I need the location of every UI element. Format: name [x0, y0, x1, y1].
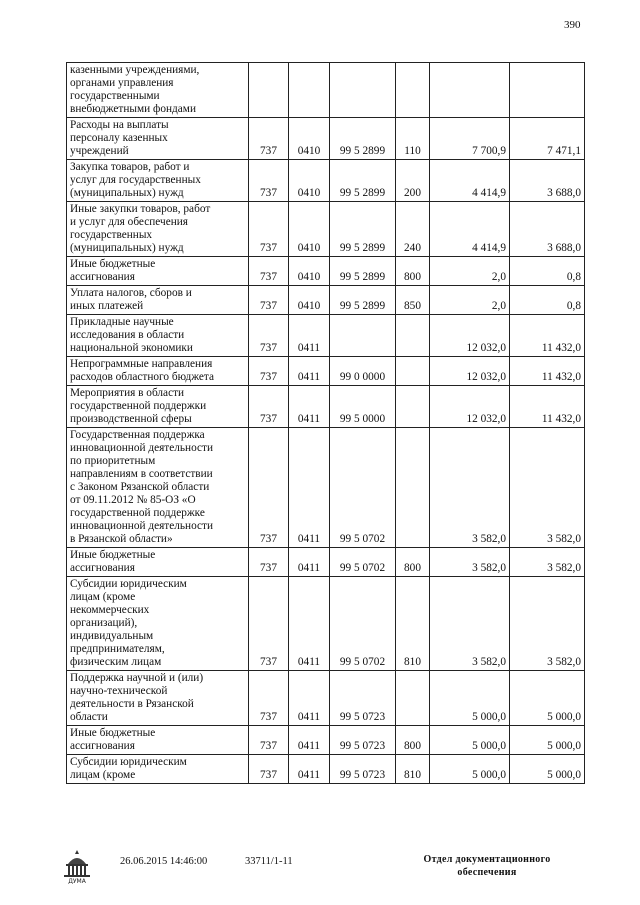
row-kind-cell: 800	[396, 548, 430, 577]
row-kind-cell	[396, 428, 430, 548]
row-kind-cell	[396, 386, 430, 428]
row-article-cell: 99 5 0702	[330, 577, 396, 671]
row-sum1-cell: 4 414,9	[430, 160, 510, 202]
row-ved-cell: 737	[249, 755, 289, 784]
row-article-cell: 99 5 0000	[330, 386, 396, 428]
row-section-cell: 0411	[289, 386, 330, 428]
row-kind-cell: 850	[396, 286, 430, 315]
budget-table	[66, 62, 585, 784]
duma-logo-icon	[60, 848, 94, 884]
row-article-cell: 99 5 0723	[330, 671, 396, 726]
row-sum1-cell: 7 700,9	[430, 118, 510, 160]
row-name-cell: Субсидии юридическим лицам (кроме	[67, 755, 249, 784]
row-sum1-cell: 12 032,0	[430, 357, 510, 386]
page-footer	[0, 848, 640, 898]
row-sum2-cell: 11 432,0	[510, 386, 585, 428]
row-kind-cell: 110	[396, 118, 430, 160]
row-section-cell: 0411	[289, 726, 330, 755]
row-name-cell: Иные бюджетные ассигнования	[67, 257, 249, 286]
row-sum2-cell: 3 582,0	[510, 577, 585, 671]
row-ved-cell: 737	[249, 548, 289, 577]
row-sum1-cell: 3 582,0	[430, 548, 510, 577]
table-row	[67, 160, 585, 202]
row-sum1-cell: 5 000,0	[430, 755, 510, 784]
row-sum2-cell: 11 432,0	[510, 315, 585, 357]
row-sum2-cell: 0,8	[510, 257, 585, 286]
row-ved-cell: 737	[249, 726, 289, 755]
row-sum1-cell: 2,0	[430, 286, 510, 315]
table-row	[67, 428, 585, 548]
row-name-cell: Расходы на выплаты персоналу казенных учреждений	[67, 118, 249, 160]
table-row	[67, 315, 585, 357]
row-article-cell: 99 5 2899	[330, 286, 396, 315]
row-sum1-cell: 12 032,0	[430, 315, 510, 357]
row-sum2-cell: 3 688,0	[510, 202, 585, 257]
row-kind-cell	[396, 357, 430, 386]
table-row	[67, 257, 585, 286]
row-name-cell: Субсидии юридическим лицам (кроме некоммерческих организаций), индивидуальным предпринимателям, физическим лицам	[67, 577, 249, 671]
row-ved-cell: 737	[249, 315, 289, 357]
row-name-cell: Иные бюджетные ассигнования	[67, 726, 249, 755]
row-sum2-cell: 5 000,0	[510, 755, 585, 784]
footer-department: Отдел документационного обеспечения	[423, 854, 551, 878]
row-ved-cell: 737	[249, 257, 289, 286]
row-article-cell: 99 0 0000	[330, 357, 396, 386]
row-section-cell: 0411	[289, 577, 330, 671]
row-section-cell: 0410	[289, 286, 330, 315]
table-row	[67, 202, 585, 257]
row-sum2-cell: 5 000,0	[510, 726, 585, 755]
row-name-cell: Непрограммные направления расходов областного бюджета	[67, 357, 249, 386]
svg-text:ДУМА: ДУМА	[68, 878, 86, 884]
row-article-cell: 99 5 0702	[330, 548, 396, 577]
row-sum1-cell: 5 000,0	[430, 726, 510, 755]
row-sum2-cell: 7 471,1	[510, 118, 585, 160]
row-article-cell: 99 5 0702	[330, 428, 396, 548]
row-kind-cell: 800	[396, 726, 430, 755]
row-name-cell: казенными учреждениями, органами управления государственными внебюджетными фондами	[67, 63, 249, 118]
footer-doc-code: 33711/1-11	[245, 856, 293, 867]
row-section-cell	[289, 63, 330, 118]
row-name-cell: Закупка товаров, работ и услуг для государственных (муниципальных) нужд	[67, 160, 249, 202]
row-kind-cell: 810	[396, 577, 430, 671]
row-article-cell	[330, 63, 396, 118]
table-row	[67, 755, 585, 784]
row-sum1-cell: 2,0	[430, 257, 510, 286]
row-sum1-cell	[430, 63, 510, 118]
row-ved-cell: 737	[249, 357, 289, 386]
row-article-cell: 99 5 2899	[330, 202, 396, 257]
table-row	[67, 726, 585, 755]
row-section-cell: 0411	[289, 548, 330, 577]
row-sum2-cell: 3 582,0	[510, 428, 585, 548]
row-article-cell: 99 5 2899	[330, 160, 396, 202]
row-name-cell: Уплата налогов, сборов и иных платежей	[67, 286, 249, 315]
row-kind-cell	[396, 315, 430, 357]
row-sum1-cell: 12 032,0	[430, 386, 510, 428]
table-row	[67, 357, 585, 386]
row-sum1-cell: 3 582,0	[430, 577, 510, 671]
row-kind-cell: 200	[396, 160, 430, 202]
row-name-cell: Поддержка научной и (или) научно-технической деятельности в Рязанской области	[67, 671, 249, 726]
page-number: 390	[564, 19, 581, 31]
row-sum1-cell: 3 582,0	[430, 428, 510, 548]
row-kind-cell: 240	[396, 202, 430, 257]
table-row	[67, 286, 585, 315]
row-kind-cell	[396, 671, 430, 726]
row-ved-cell: 737	[249, 118, 289, 160]
row-article-cell: 99 5 2899	[330, 257, 396, 286]
table-row	[67, 386, 585, 428]
row-article-cell	[330, 315, 396, 357]
row-sum2-cell	[510, 63, 585, 118]
row-name-cell: Прикладные научные исследования в области национальной экономики	[67, 315, 249, 357]
row-section-cell: 0410	[289, 257, 330, 286]
row-sum1-cell: 5 000,0	[430, 671, 510, 726]
row-section-cell: 0410	[289, 160, 330, 202]
row-sum2-cell: 5 000,0	[510, 671, 585, 726]
row-section-cell: 0411	[289, 755, 330, 784]
row-ved-cell: 737	[249, 386, 289, 428]
row-section-cell: 0411	[289, 357, 330, 386]
row-ved-cell: 737	[249, 202, 289, 257]
row-sum1-cell: 4 414,9	[430, 202, 510, 257]
row-ved-cell	[249, 63, 289, 118]
row-name-cell: Иные закупки товаров, работ и услуг для обеспечения государственных (муниципальных) нужд	[67, 202, 249, 257]
row-ved-cell: 737	[249, 160, 289, 202]
row-sum2-cell: 3 688,0	[510, 160, 585, 202]
row-section-cell: 0410	[289, 118, 330, 160]
row-sum2-cell: 3 582,0	[510, 548, 585, 577]
row-section-cell: 0410	[289, 202, 330, 257]
row-article-cell: 99 5 0723	[330, 755, 396, 784]
row-kind-cell: 810	[396, 755, 430, 784]
row-section-cell: 0411	[289, 315, 330, 357]
row-section-cell: 0411	[289, 428, 330, 548]
row-ved-cell: 737	[249, 671, 289, 726]
budget-table-body	[67, 63, 585, 784]
row-name-cell: Государственная поддержка инновационной деятельности по приоритетным направлениям в соответствии с Законом Рязанской области от 09.11.2012 № 85-ОЗ «О государственной поддержке инновационной деятельности в Рязанской области»	[67, 428, 249, 548]
row-ved-cell: 737	[249, 428, 289, 548]
row-name-cell: Мероприятия в области государственной поддержки производственной сферы	[67, 386, 249, 428]
row-section-cell: 0411	[289, 671, 330, 726]
row-ved-cell: 737	[249, 577, 289, 671]
row-sum2-cell: 0,8	[510, 286, 585, 315]
table-row	[67, 671, 585, 726]
row-article-cell: 99 5 0723	[330, 726, 396, 755]
footer-datetime: 26.06.2015 14:46:00	[120, 856, 208, 867]
row-sum2-cell: 11 432,0	[510, 357, 585, 386]
table-row	[67, 118, 585, 160]
table-row	[67, 548, 585, 577]
row-article-cell: 99 5 2899	[330, 118, 396, 160]
row-kind-cell: 800	[396, 257, 430, 286]
table-row	[67, 577, 585, 671]
row-ved-cell: 737	[249, 286, 289, 315]
table-row	[67, 63, 585, 118]
row-kind-cell	[396, 63, 430, 118]
row-name-cell: Иные бюджетные ассигнования	[67, 548, 249, 577]
